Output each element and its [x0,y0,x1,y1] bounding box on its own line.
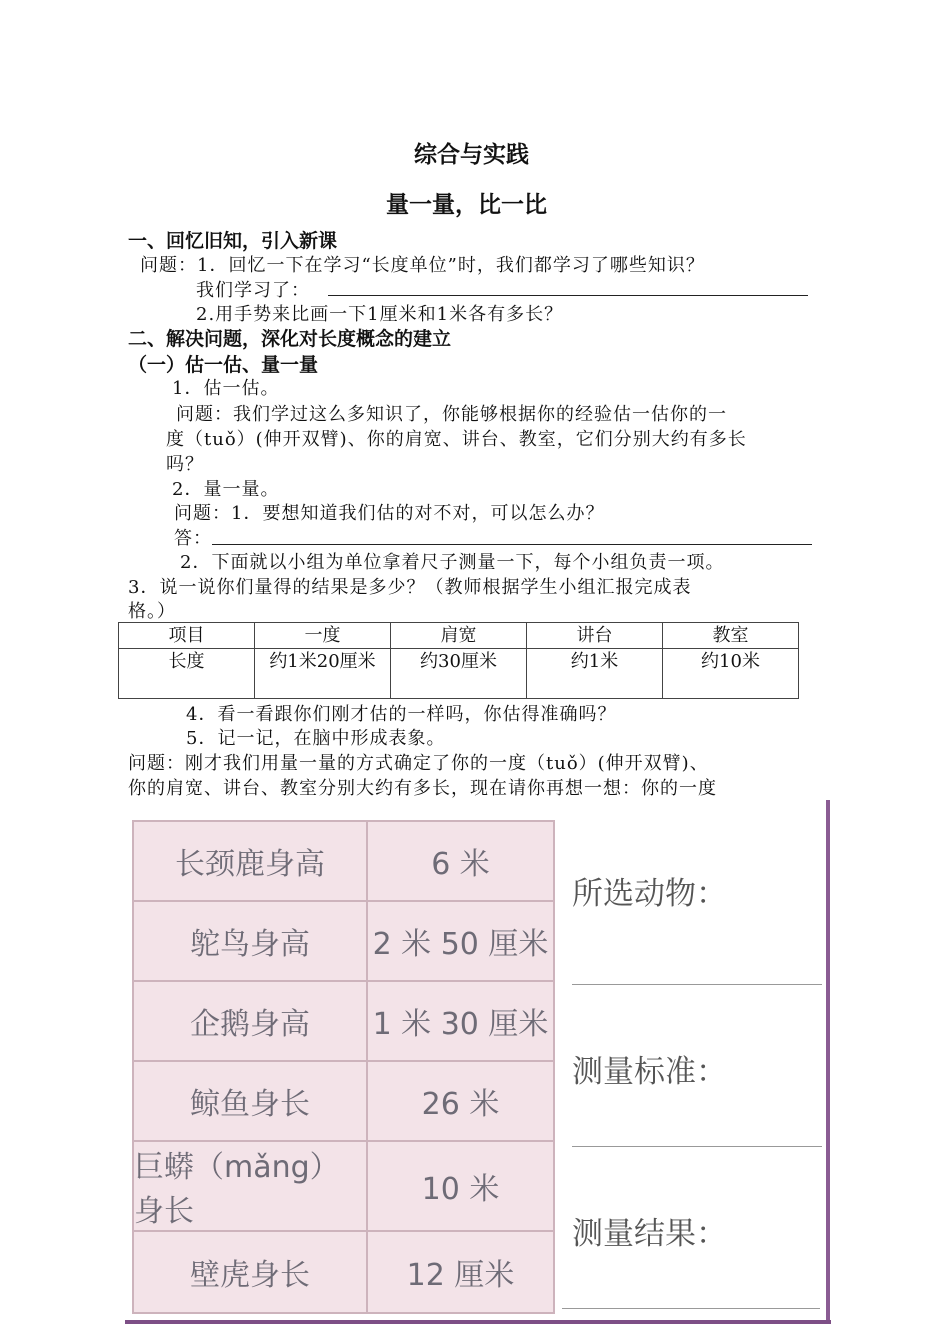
table-row [119,649,799,699]
animal-name-cell: 巨蟒（mǎng）身长 [134,1142,368,1232]
table-cell: 约30厘米 [391,649,527,699]
step1-question-line3: 吗？ [166,454,204,475]
table-header-row [119,623,799,649]
section2-subheading: （一）估一估、量一量 [128,354,319,376]
animal-value-cell: 10 米 [368,1142,553,1232]
section2-heading: 二、解决问题，深化对长度概念的建立 [128,328,452,350]
section1-answer-line[interactable] [328,295,808,296]
step3-line1: 3．说一说你们量得的结果是多少？（教师根据学生小组汇报完成表 [128,577,692,598]
measurement-table [118,622,799,699]
table-cell: 约1米20厘米 [255,649,391,699]
table-header-cell: 讲台 [527,623,663,649]
panel-border-right [826,800,830,1322]
animal-value-cell: 12 厘米 [406,1258,515,1293]
step3-line2: 格。） [128,601,176,622]
section1-question2: 2.用手势来比画一下1厘米和1米各有多长？ [196,304,564,325]
animal-value-cell: 1 米 30 厘米 [368,982,553,1062]
animal-name-cell: 长颈鹿身高 [134,822,368,902]
section1-answer-label: 我们学习了： [196,280,310,301]
step2-label: 2．量一量。 [172,479,280,500]
animal-name-cell: 鸵鸟身高 [134,902,368,982]
step5-question-line1: 问题：刚才我们用量一量的方式确定了你的一度（tuǒ）(伸开双臂)、 [128,753,709,774]
animal-name-cell: 鲸鱼身长 [134,1062,368,1142]
step2-question1: 问题：1．要想知道我们估的对不对，可以怎么办？ [174,503,605,524]
step2-answer-line[interactable] [212,544,812,545]
step1-question-line1: 问题：我们学过这么多知识了，你能够根据你的经验估一估你的一 [176,404,727,425]
measure-result-line[interactable] [562,1308,820,1309]
animal-size-table [132,820,555,1314]
table-header-cell: 一度 [255,623,391,649]
table-header-cell: 教室 [663,623,799,649]
measure-result-label: 测量结果： [572,1216,727,1252]
animal-value-cell: 2 米 50 厘米 [368,902,553,982]
animal-value-cell: 6 米 [368,822,553,902]
table-cell: 约10米 [663,649,799,699]
panel-border-bottom [125,1320,831,1324]
measure-standard-label: 测量标准： [572,1054,727,1090]
step5-text: 5．记一记，在脑中形成表象。 [186,728,446,749]
step2-answer-label: 答： [174,528,212,549]
step5-question-line2: 你的肩宽、讲台、教室分别大约有多长，现在请你再想一想：你的一度 [128,778,717,799]
selected-animal-label: 所选动物： [572,876,727,912]
measure-standard-line[interactable] [572,1146,822,1147]
table-cell: 约1米 [527,649,663,699]
animal-value-cell: 26 米 [368,1062,553,1142]
selected-animal-line[interactable] [572,984,822,985]
animal-name-cell: 壁虎身长 [134,1232,368,1312]
step1-question-line2: 度（tuǒ）(伸开双臂)、你的肩宽、讲台、教室，它们分别大约有多长 [166,429,747,450]
section1-heading: 一、回忆旧知，引入新课 [128,230,338,252]
section1-question1: 问题：1．回忆一下在学习“长度单位”时，我们都学习了哪些知识？ [140,255,705,276]
page-title: 综合与实践 [414,142,529,168]
table-header-cell: 肩宽 [391,623,527,649]
table-header-cell: 项目 [119,623,255,649]
step2-question2: 2．下面就以小组为单位拿着尺子测量一下，每个小组负责一项。 [180,552,725,573]
animal-name-cell: 企鹅身高 [134,982,368,1062]
step4-text: 4．看一看跟你们刚才估的一样吗，你估得准确吗？ [186,704,617,725]
step1-label: 1．估一估。 [172,378,280,399]
page-subtitle: 量一量，比一比 [386,192,547,218]
table-cell: 长度 [119,649,255,699]
